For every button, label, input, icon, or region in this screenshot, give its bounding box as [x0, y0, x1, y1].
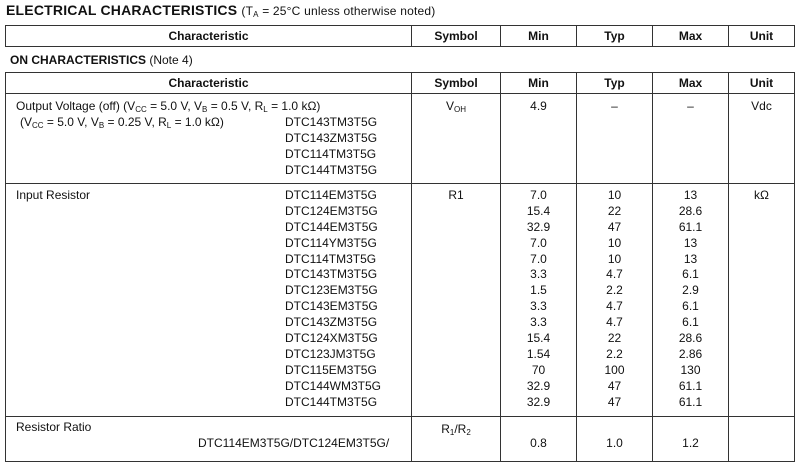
- output-voltage-unit: Vdc: [729, 94, 795, 184]
- value-typ: 47: [607, 219, 622, 234]
- header-symbol: Symbol: [412, 26, 501, 47]
- value-min: 3.3: [530, 267, 547, 282]
- value-max: 2.86: [678, 346, 703, 361]
- value-min: 1.54: [526, 346, 551, 361]
- part-number: DTC124XM3T5G: [285, 331, 378, 346]
- part-number: DTC143TM3T5G: [285, 114, 378, 129]
- value-min: 32.9: [526, 219, 551, 234]
- resistor-ratio-typ: 1.0: [577, 417, 653, 462]
- part-number: DTC114TM3T5G: [285, 146, 377, 161]
- header-max: Max: [653, 26, 729, 47]
- output-voltage-max: –: [653, 94, 729, 184]
- section-title: ON CHARACTERISTICS (Note 4): [10, 53, 193, 67]
- resistor-ratio-label: Resistor Ratio: [16, 420, 92, 434]
- input-resistor-typ: [577, 184, 653, 417]
- output-voltage-symbol: $V_{OH}$: [412, 94, 501, 184]
- value-max: 28.6: [678, 203, 703, 218]
- value-max: 6.1: [682, 267, 699, 282]
- input-resistor-symbol: R1: [412, 184, 501, 417]
- header-max: Max: [653, 73, 729, 94]
- output-voltage-min: 4.9: [501, 94, 577, 184]
- part-number: DTC143EM3T5G: [285, 299, 378, 314]
- part-number: DTC114YM3T5G: [285, 235, 377, 250]
- input-resistor-unit: kΩ: [729, 184, 795, 417]
- value-min: 70: [531, 362, 546, 377]
- output-voltage-label-line1: Output Voltage (off) ($V_{CC} = 5.0$ V, $V_B = 0.5$ V, $R_L = 1.0$ kΩ): [16, 99, 321, 114]
- input-resistor-characteristic: [6, 184, 412, 417]
- part-number: DTC114EM3T5G: [285, 188, 377, 202]
- value-min: 15.4: [526, 203, 551, 218]
- value-max: 13: [683, 251, 698, 266]
- value-typ: 2.2: [606, 283, 623, 298]
- part-number: DTC143ZM3T5G: [285, 130, 378, 145]
- value-typ: 47: [607, 378, 622, 393]
- value-typ: 47: [607, 394, 622, 409]
- table-row-output-voltage: [6, 94, 795, 184]
- title-condition: ($T_A = 25^\circ C$ unless otherwise noted): [241, 4, 436, 19]
- resistor-ratio-symbol: $R_1/R_2$: [412, 417, 501, 462]
- value-max: 61.1: [678, 219, 703, 234]
- value-max: 13: [683, 235, 698, 250]
- value-max: 28.6: [678, 331, 703, 346]
- value-min: 7.0: [530, 235, 547, 250]
- value-typ: 10: [607, 188, 622, 202]
- value-max: 13: [683, 188, 698, 202]
- value-min: 15.4: [526, 331, 551, 346]
- header-symbol: Symbol: [412, 73, 501, 94]
- value-max: 2.9: [682, 283, 699, 298]
- input-resistor-label: Input Resistor: [16, 188, 91, 202]
- value-min: 7.0: [530, 188, 547, 202]
- value-max: 6.1: [682, 315, 699, 330]
- part-number: DTC115EM3T5G: [285, 362, 377, 377]
- part-number: DTC123JM3T5G: [285, 346, 376, 361]
- electrical-header-table: [5, 25, 795, 47]
- page-title: [6, 2, 435, 18]
- header-typ: Typ: [577, 73, 653, 94]
- value-min: 1.5: [530, 283, 547, 298]
- output-voltage-typ: –: [577, 94, 653, 184]
- table-row-input-resistor: [6, 184, 795, 417]
- header-unit: Unit: [729, 73, 795, 94]
- value-typ: 22: [607, 203, 622, 218]
- part-number: DTC144EM3T5G: [285, 219, 378, 234]
- resistor-ratio-max: 1.2: [653, 417, 729, 462]
- value-min: 32.9: [526, 394, 551, 409]
- value-typ: 22: [607, 331, 622, 346]
- value-typ: 4.7: [606, 299, 623, 314]
- value-max: 6.1: [682, 299, 699, 314]
- input-resistor-parts: [6, 188, 411, 410]
- value-typ: 100: [604, 362, 625, 377]
- value-min: 3.3: [530, 315, 547, 330]
- output-voltage-characteristic: [6, 94, 412, 184]
- header-typ: Typ: [577, 26, 653, 47]
- part-number: DTC123EM3T5G: [285, 283, 378, 298]
- value-typ: 2.2: [606, 346, 623, 361]
- value-max: 130: [680, 362, 701, 377]
- resistor-ratio-min: 0.8: [501, 417, 577, 462]
- value-min: 32.9: [526, 378, 551, 393]
- input-resistor-min: [501, 184, 577, 417]
- header-characteristic: Characteristic: [6, 26, 412, 47]
- part-number: DTC143TM3T5G: [285, 267, 378, 282]
- value-min: 7.0: [530, 251, 547, 266]
- part-number: DTC144TM3T5G: [285, 162, 378, 177]
- part-number: DTC114TM3T5G: [285, 251, 377, 266]
- value-max: 61.1: [678, 378, 703, 393]
- output-voltage-label-line2: ($V_{CC} = 5.0$ V, $V_B = 0.25$ V, $R_L = 1.0$ kΩ): [20, 114, 224, 130]
- part-number: DTC143ZM3T5G: [285, 315, 378, 330]
- value-max: 61.1: [678, 394, 703, 409]
- value-typ: 4.7: [606, 267, 623, 282]
- part-number: DTC144WM3T5G: [285, 378, 382, 393]
- input-resistor-max: [653, 184, 729, 417]
- part-number: DTC114EM3T5G/DTC124EM3T5G/: [198, 435, 390, 450]
- header-min: Min: [501, 26, 577, 47]
- part-number: DTC124EM3T5G: [285, 203, 378, 218]
- header-min: Min: [501, 73, 577, 94]
- on-characteristics-table: [5, 72, 795, 462]
- value-typ: 10: [607, 235, 622, 250]
- value-min: 3.3: [530, 299, 547, 314]
- header-characteristic: Characteristic: [6, 73, 412, 94]
- value-typ: 4.7: [606, 315, 623, 330]
- part-number: DTC144TM3T5G: [285, 394, 378, 409]
- title-main: ELECTRICAL CHARACTERISTICS: [6, 2, 238, 18]
- value-typ: 10: [607, 251, 622, 266]
- header-unit: Unit: [729, 26, 795, 47]
